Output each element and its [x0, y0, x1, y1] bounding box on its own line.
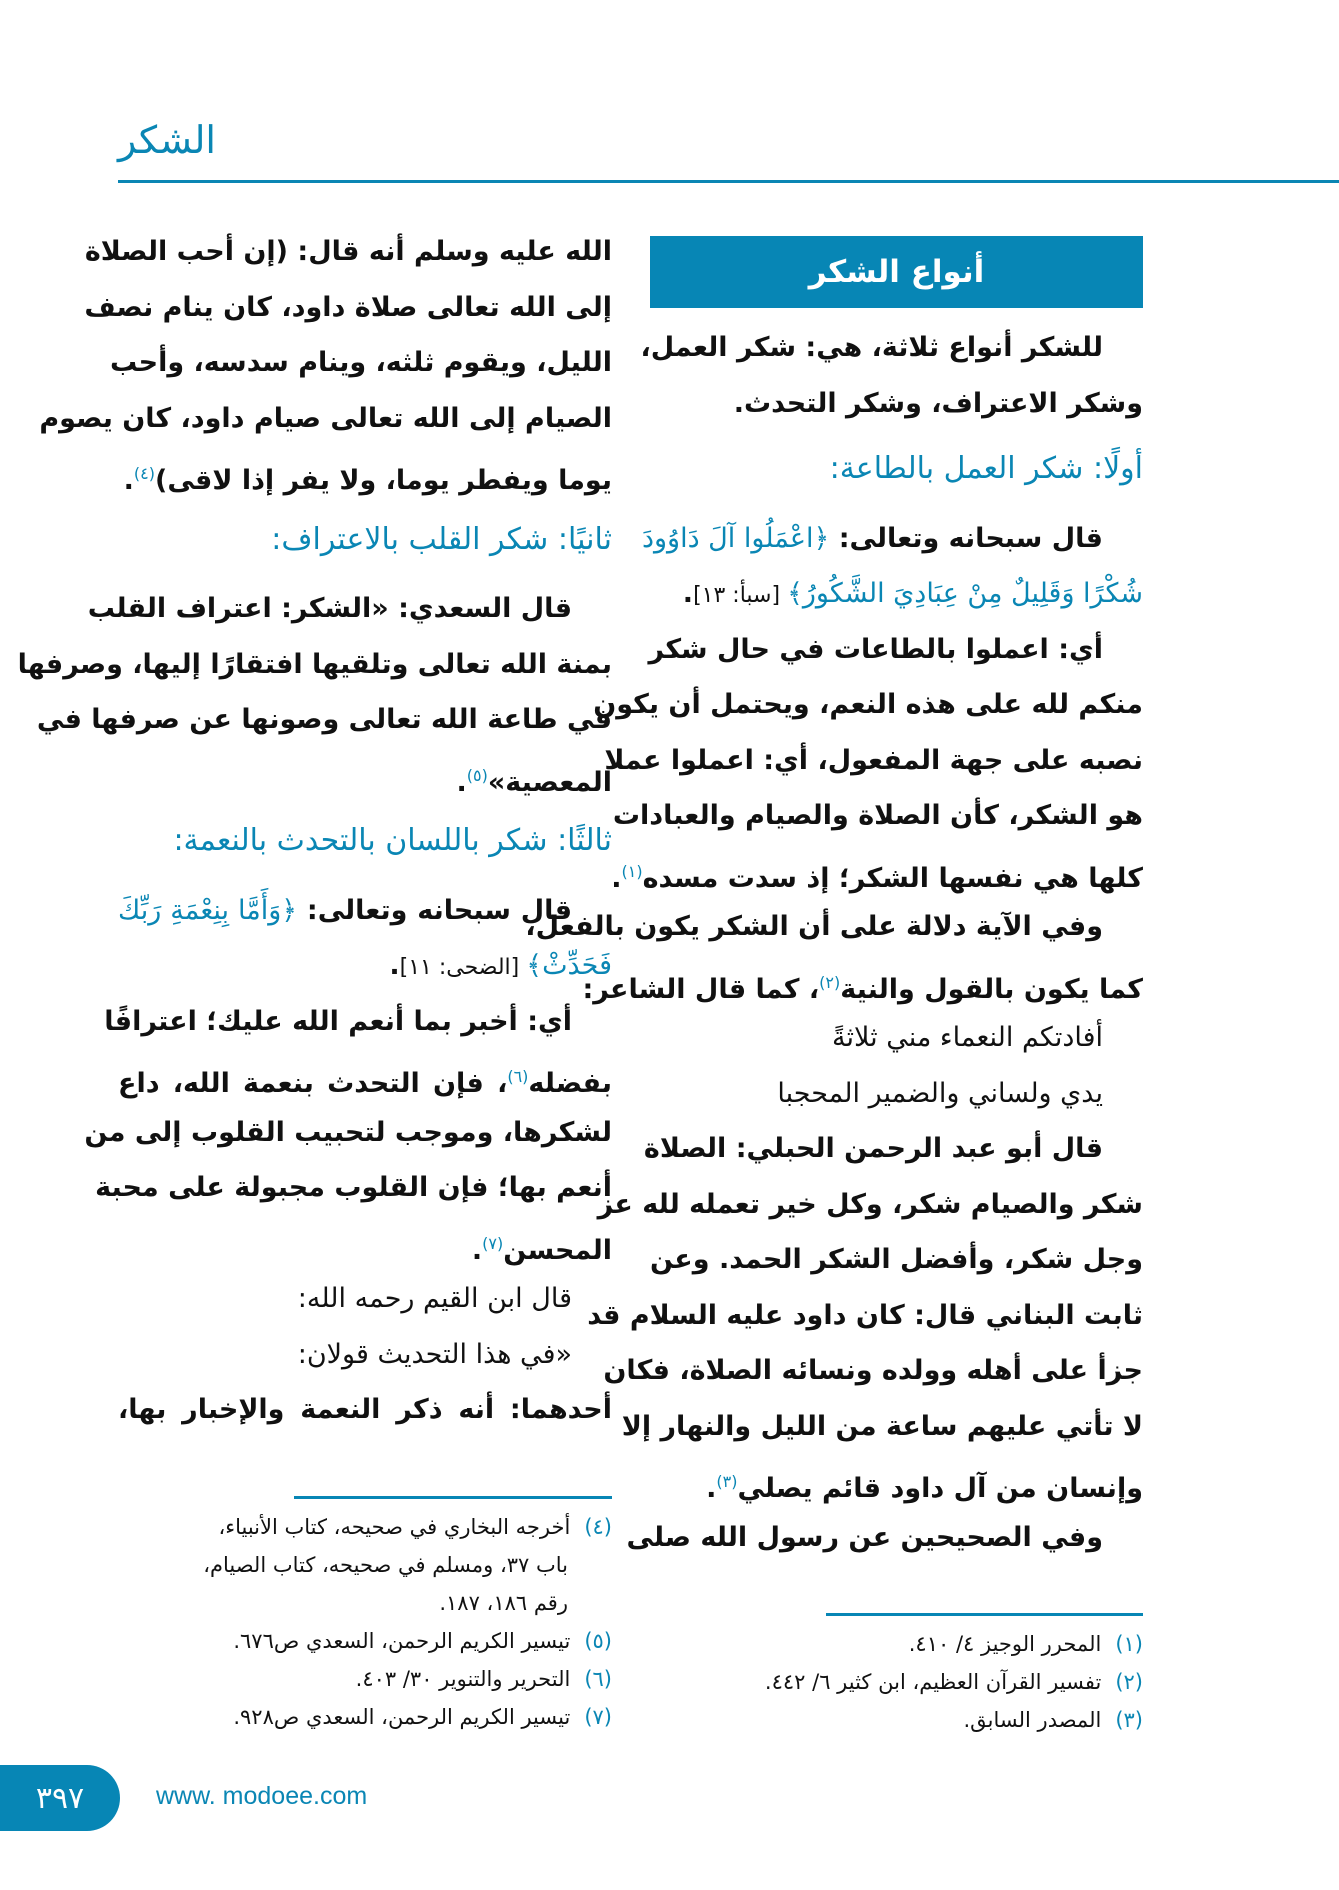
text-line	[95, 1160, 612, 1216]
website-link[interactable]: www. modoee.com	[156, 1782, 368, 1810]
text-segment: ثالثًا: شكر باللسان بالتحدث بالنعمة:	[173, 823, 612, 858]
text-segment: قال أبو عبد الرحمن الحبلي: الصلاة	[643, 1133, 1103, 1164]
text-line	[87, 581, 612, 637]
section-heading	[118, 813, 612, 869]
header-rule	[118, 180, 1339, 183]
text-segment: إلى الله تعالى صلاة داود، كان ينام نصف	[84, 291, 612, 323]
footnote	[203, 1508, 612, 1546]
text-line	[587, 1288, 1143, 1344]
text-segment: وجل شكر، وأفضل الشكر الحمد. وعن	[650, 1244, 1143, 1275]
text-segment: المعصية»	[487, 766, 612, 798]
text-segment: وفي الصحيحين عن رسول الله صلى	[626, 1521, 1103, 1553]
footnotes-left	[203, 1508, 612, 1736]
footnote-text: المصدر السابق.	[963, 1708, 1102, 1732]
text-segment: جزأ على أهله وولده ونسائه الصلاة، فكان	[603, 1355, 1143, 1386]
text-line	[84, 280, 612, 336]
text-segment: ، فإن التحدث بنعمة الله، داع	[118, 1068, 508, 1099]
text-segment: يوما ويفطر يوما، ولا يفر إذا لاقى)	[154, 465, 612, 496]
text-segment: أحدهما: أنه ذكر النعمة والإخبار بها،	[118, 1394, 612, 1425]
text-segment: .	[456, 766, 467, 798]
text-segment: ثابت البناني قال: كان داود عليه السلام قد	[587, 1299, 1143, 1331]
footnote-rule-right	[826, 1613, 1143, 1616]
text-segment: شكر والصيام شكر، وكل خير تعمله لله عز	[597, 1188, 1143, 1220]
text-segment: قال السعدي: «الشكر: اعتراف القلب	[87, 593, 572, 624]
text-line	[611, 844, 1143, 900]
text-line	[118, 446, 612, 502]
footnote-text: رقم ١٨٦، ١٨٧.	[439, 1591, 568, 1615]
text-segment: قال سبحانه وتعالى:	[297, 894, 572, 926]
text-segment: وإنسان من آل داود قائم يصلي	[737, 1473, 1143, 1504]
footnote-number: (٣)	[1115, 1708, 1143, 1732]
text-line	[650, 566, 1143, 622]
text-line	[118, 1382, 612, 1438]
text-segment: .	[123, 465, 134, 496]
text-line	[650, 1454, 1143, 1510]
footnote-marker[interactable]: (٧)	[482, 1233, 504, 1253]
text-segment: أولًا: شكر العمل بالطاعة:	[829, 451, 1143, 486]
footnote	[203, 1622, 612, 1660]
text-line	[84, 1105, 612, 1161]
text-segment: منكم لله على هذه النعم، ويحتمل أن يكون	[593, 689, 1143, 720]
text-line	[604, 733, 1143, 789]
text-line	[17, 637, 612, 693]
text-segment: الله عليه وسلم أنه قال: (إن أحب الصلاة	[84, 236, 612, 267]
text-segment: كلها هي نفسها الشكر؛ إذ سدت مسده	[642, 862, 1143, 894]
footnote-number: (١)	[1115, 1632, 1143, 1656]
text-line	[118, 1327, 612, 1383]
text-line	[84, 224, 612, 280]
text-segment: للشكر أنواع ثلاثة، هي: شكر العمل،	[640, 332, 1103, 363]
footnote	[765, 1663, 1143, 1701]
text-segment: يدي ولساني والضمير المحجبا	[777, 1077, 1103, 1109]
text-line	[626, 1510, 1143, 1566]
running-head: الشكر	[118, 118, 216, 162]
footnote-text: تيسير الكريم الرحمن، السعدي ص٦٧٦.	[233, 1629, 571, 1653]
text-line	[582, 955, 1143, 1011]
text-segment: .	[471, 1234, 483, 1266]
section-heading	[118, 512, 612, 568]
text-line	[621, 1399, 1143, 1455]
text-line	[612, 788, 1143, 844]
text-line	[110, 335, 612, 391]
text-segment: «في هذا التحديث قولان:	[297, 1338, 572, 1370]
footnote-number: (٦)	[584, 1667, 612, 1691]
footnote-rule-left	[294, 1496, 612, 1499]
text-segment: وفي الآية دلالة على أن الشكر يكون بالفعل،	[525, 911, 1103, 942]
text-line	[641, 511, 1143, 567]
text-segment: كما يكون بالقول والنية	[840, 973, 1143, 1005]
text-line	[118, 1216, 612, 1272]
footnote-number: (٢)	[1115, 1670, 1143, 1694]
text-segment: .	[682, 578, 694, 609]
section-heading	[650, 441, 1143, 497]
text-segment: أي: أخبر بما أنعم الله عليك؛ اعترافًا	[104, 1005, 572, 1037]
footnote	[203, 1698, 612, 1736]
text-line	[36, 692, 612, 748]
text-line	[118, 883, 612, 939]
text-line	[650, 622, 1143, 678]
text-line	[603, 1343, 1143, 1399]
text-line	[118, 938, 612, 994]
footnote-marker[interactable]: (٣)	[716, 1472, 738, 1491]
footnotes-right	[765, 1625, 1143, 1739]
quran-verse: فَحَدِّثْ﴾	[526, 950, 612, 981]
page-number: ٣٩٧	[0, 1765, 120, 1831]
footnote	[203, 1584, 612, 1622]
footnote	[765, 1625, 1143, 1663]
text-line	[597, 1177, 1143, 1233]
section-title: أنواع الشكر	[650, 236, 1143, 308]
text-line	[118, 1049, 612, 1105]
quran-verse: ﴿اعْمَلُوا آلَ دَاوُودَ	[641, 522, 830, 554]
text-line	[118, 748, 612, 804]
text-line	[118, 1271, 612, 1327]
text-segment: ثانيًا: شكر القلب بالاعتراف:	[271, 521, 612, 557]
text-segment: أفادتكم النعماء مني ثلاثةً	[832, 1022, 1103, 1053]
footnote-marker[interactable]: (٤)	[133, 464, 155, 483]
text-line	[593, 677, 1143, 733]
verse-reference: [سبأ: ١٣]	[693, 583, 788, 608]
text-segment: أنعم بها؛ فإن القلوب مجبولة على محبة	[95, 1172, 612, 1203]
verse-reference: [الضحى: ١١]	[399, 955, 527, 980]
quran-verse: ﴿وَأَمَّا بِنِعْمَةِ رَبِّكَ	[118, 894, 298, 926]
text-segment: نصبه على جهة المفعول، أي: اعملوا عملا	[604, 744, 1143, 776]
text-line	[640, 320, 1143, 376]
text-line	[650, 1066, 1143, 1122]
text-line	[643, 1121, 1143, 1177]
left-column	[17, 224, 612, 1438]
text-segment: المحسن	[503, 1234, 612, 1266]
text-segment: لشكرها، وموجب لتحبيب القلوب إلى من	[84, 1116, 612, 1148]
footnote-text: أخرجه البخاري في صحيحه، كتاب الأنبياء،	[218, 1515, 571, 1539]
footnote	[203, 1546, 612, 1584]
text-segment: .	[389, 950, 400, 981]
text-segment: الصيام إلى الله تعالى صيام داود، كان يصوم	[39, 402, 612, 434]
footnote-marker[interactable]: (٢)	[819, 972, 841, 992]
footnote-marker[interactable]: (٦)	[507, 1067, 529, 1086]
text-segment: ، كما قال الشاعر:	[582, 973, 820, 1005]
footnote-text: تفسير القرآن العظيم، ابن كثير ٦/ ٤٤٢.	[764, 1670, 1102, 1694]
text-segment: أي: اعملوا بالطاعات في حال شكر	[648, 633, 1103, 665]
text-segment: .	[611, 862, 622, 894]
text-line	[39, 391, 612, 447]
text-line	[650, 376, 1143, 432]
footnote	[765, 1701, 1143, 1739]
text-segment: لا تأتي عليهم ساعة من الليل والنهار إلا	[621, 1410, 1143, 1442]
text-segment: في طاعة الله تعالى وصونها عن صرفها في	[36, 704, 612, 735]
footnote-number: (٤)	[584, 1515, 612, 1539]
text-line	[650, 1232, 1143, 1288]
footnote-marker[interactable]: (٥)	[466, 765, 488, 785]
text-line	[525, 899, 1143, 955]
text-segment: .	[706, 1473, 717, 1504]
text-segment: بفضله	[528, 1068, 612, 1099]
text-segment: بمنة الله تعالى وتلقيها افتقارًا إليها، وصرفها	[17, 648, 612, 680]
footnote-number: (٧)	[584, 1705, 612, 1729]
footnote-text: باب ٣٧، ومسلم في صحيحه، كتاب الصيام،	[203, 1553, 568, 1577]
footnote	[203, 1660, 612, 1698]
footnote-marker[interactable]: (١)	[621, 861, 643, 881]
text-segment: قال ابن القيم رحمه الله:	[297, 1283, 572, 1314]
text-line	[650, 1010, 1143, 1066]
footnote-text: التحرير والتنوير ٣٠/ ٤٠٣.	[355, 1667, 571, 1691]
text-line	[104, 994, 612, 1050]
footnote-number: (٥)	[584, 1629, 612, 1653]
footnote-text: تيسير الكريم الرحمن، السعدي ص٩٢٨.	[233, 1705, 571, 1729]
text-segment: الليل، ويقوم ثلثه، وينام سدسه، وأحب	[110, 347, 612, 378]
text-segment: قال سبحانه وتعالى:	[829, 522, 1103, 554]
text-segment: هو الشكر، كأن الصلاة والصيام والعبادات	[612, 800, 1143, 831]
footnote-text: المحرر الوجيز ٤/ ٤١٠.	[908, 1632, 1102, 1656]
text-segment: وشكر الاعتراف، وشكر التحدث.	[733, 387, 1143, 419]
quran-verse: شُكْرًا وَقَلِيلٌ مِنْ عِبَادِيَ الشَّكُورُ﴾	[787, 578, 1143, 609]
left-column-text	[17, 224, 612, 1438]
